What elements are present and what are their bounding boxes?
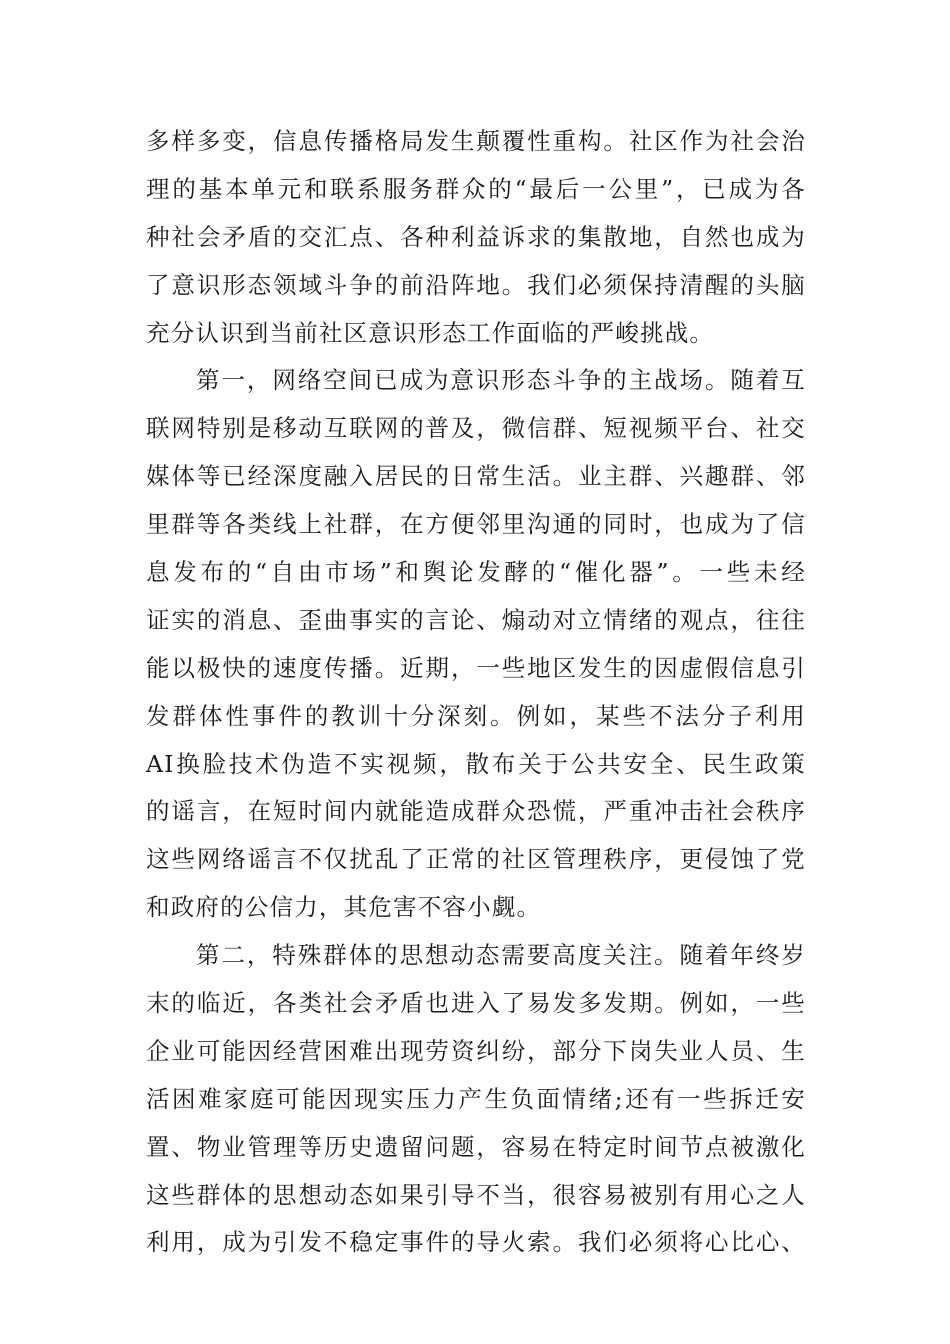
text-line: AI换脸技术伪造不实视频，散布关于公共安全、民生政策 [146,749,806,778]
text-line: 第二，特殊群体的思想动态需要高度关注。随着年终岁 [196,941,806,970]
text-line: 充分认识到当前社区意识形态工作面临的严峻挑战。 [146,318,715,347]
paragraph-2 [146,357,806,932]
text-line: 的谣言，在短时间内就能造成群众恐慌，严重冲击社会秩序 [146,797,806,826]
text-line: 活困难家庭可能因现实压力产生负面情绪;还有一些拆迁安 [146,1084,806,1113]
text-line: 理的基本单元和联系服务群众的“最后一公里”，已成为各 [146,174,806,203]
text-line: 种社会矛盾的交汇点、各种利益诉求的集散地，自然也成为 [146,222,806,251]
text-line: 这些群体的思想动态如果引导不当，很容易被别有用心之人 [146,1180,806,1209]
text-line: 能以极快的速度传播。近期，一些地区发生的因虚假信息引 [146,653,806,682]
body-text [146,118,806,1267]
text-line: 息发布的“自由市场”和舆论发酵的“催化器”。一些未经 [146,558,806,587]
text-line: 了意识形态领域斗争的前沿阵地。我们必须保持清醒的头脑 [146,270,806,299]
text-line: 企业可能因经营困难出现劳资纠纷，部分下岗失业人员、生 [146,1036,806,1065]
text-line: 利用，成为引发不稳定事件的导火索。我们必须将心比心、 [146,1228,806,1257]
text-line: 联网特别是移动互联网的普及，微信群、短视频平台、社交 [146,414,806,443]
text-line: 这些网络谣言不仅扰乱了正常的社区管理秩序，更侵蚀了党 [146,845,806,874]
text-line: 媒体等已经深度融入居民的日常生活。业主群、兴趣群、邻 [146,462,806,491]
paragraph-3 [146,932,806,1267]
paragraph-1 [146,118,806,357]
text-line: 置、物业管理等历史遗留问题，容易在特定时间节点被激化 [146,1132,806,1161]
text-line: 和政府的公信力，其危害不容小觑。 [146,893,542,922]
text-line: 第一，网络空间已成为意识形态斗争的主战场。随着互 [196,366,806,395]
text-line: 发群体性事件的教训十分深刻。例如，某些不法分子利用 [146,701,806,730]
text-line: 多样多变，信息传播格局发生颠覆性重构。社区作为社会治 [146,127,806,155]
text-line: 证实的消息、歪曲事实的言论、煽动对立情绪的观点，往往 [146,605,806,634]
text-line: 里群等各类线上社群，在方便邻里沟通的同时，也成为了信 [146,510,806,539]
text-line: 末的临近，各类社会矛盾也进入了易发多发期。例如，一些 [146,989,806,1018]
